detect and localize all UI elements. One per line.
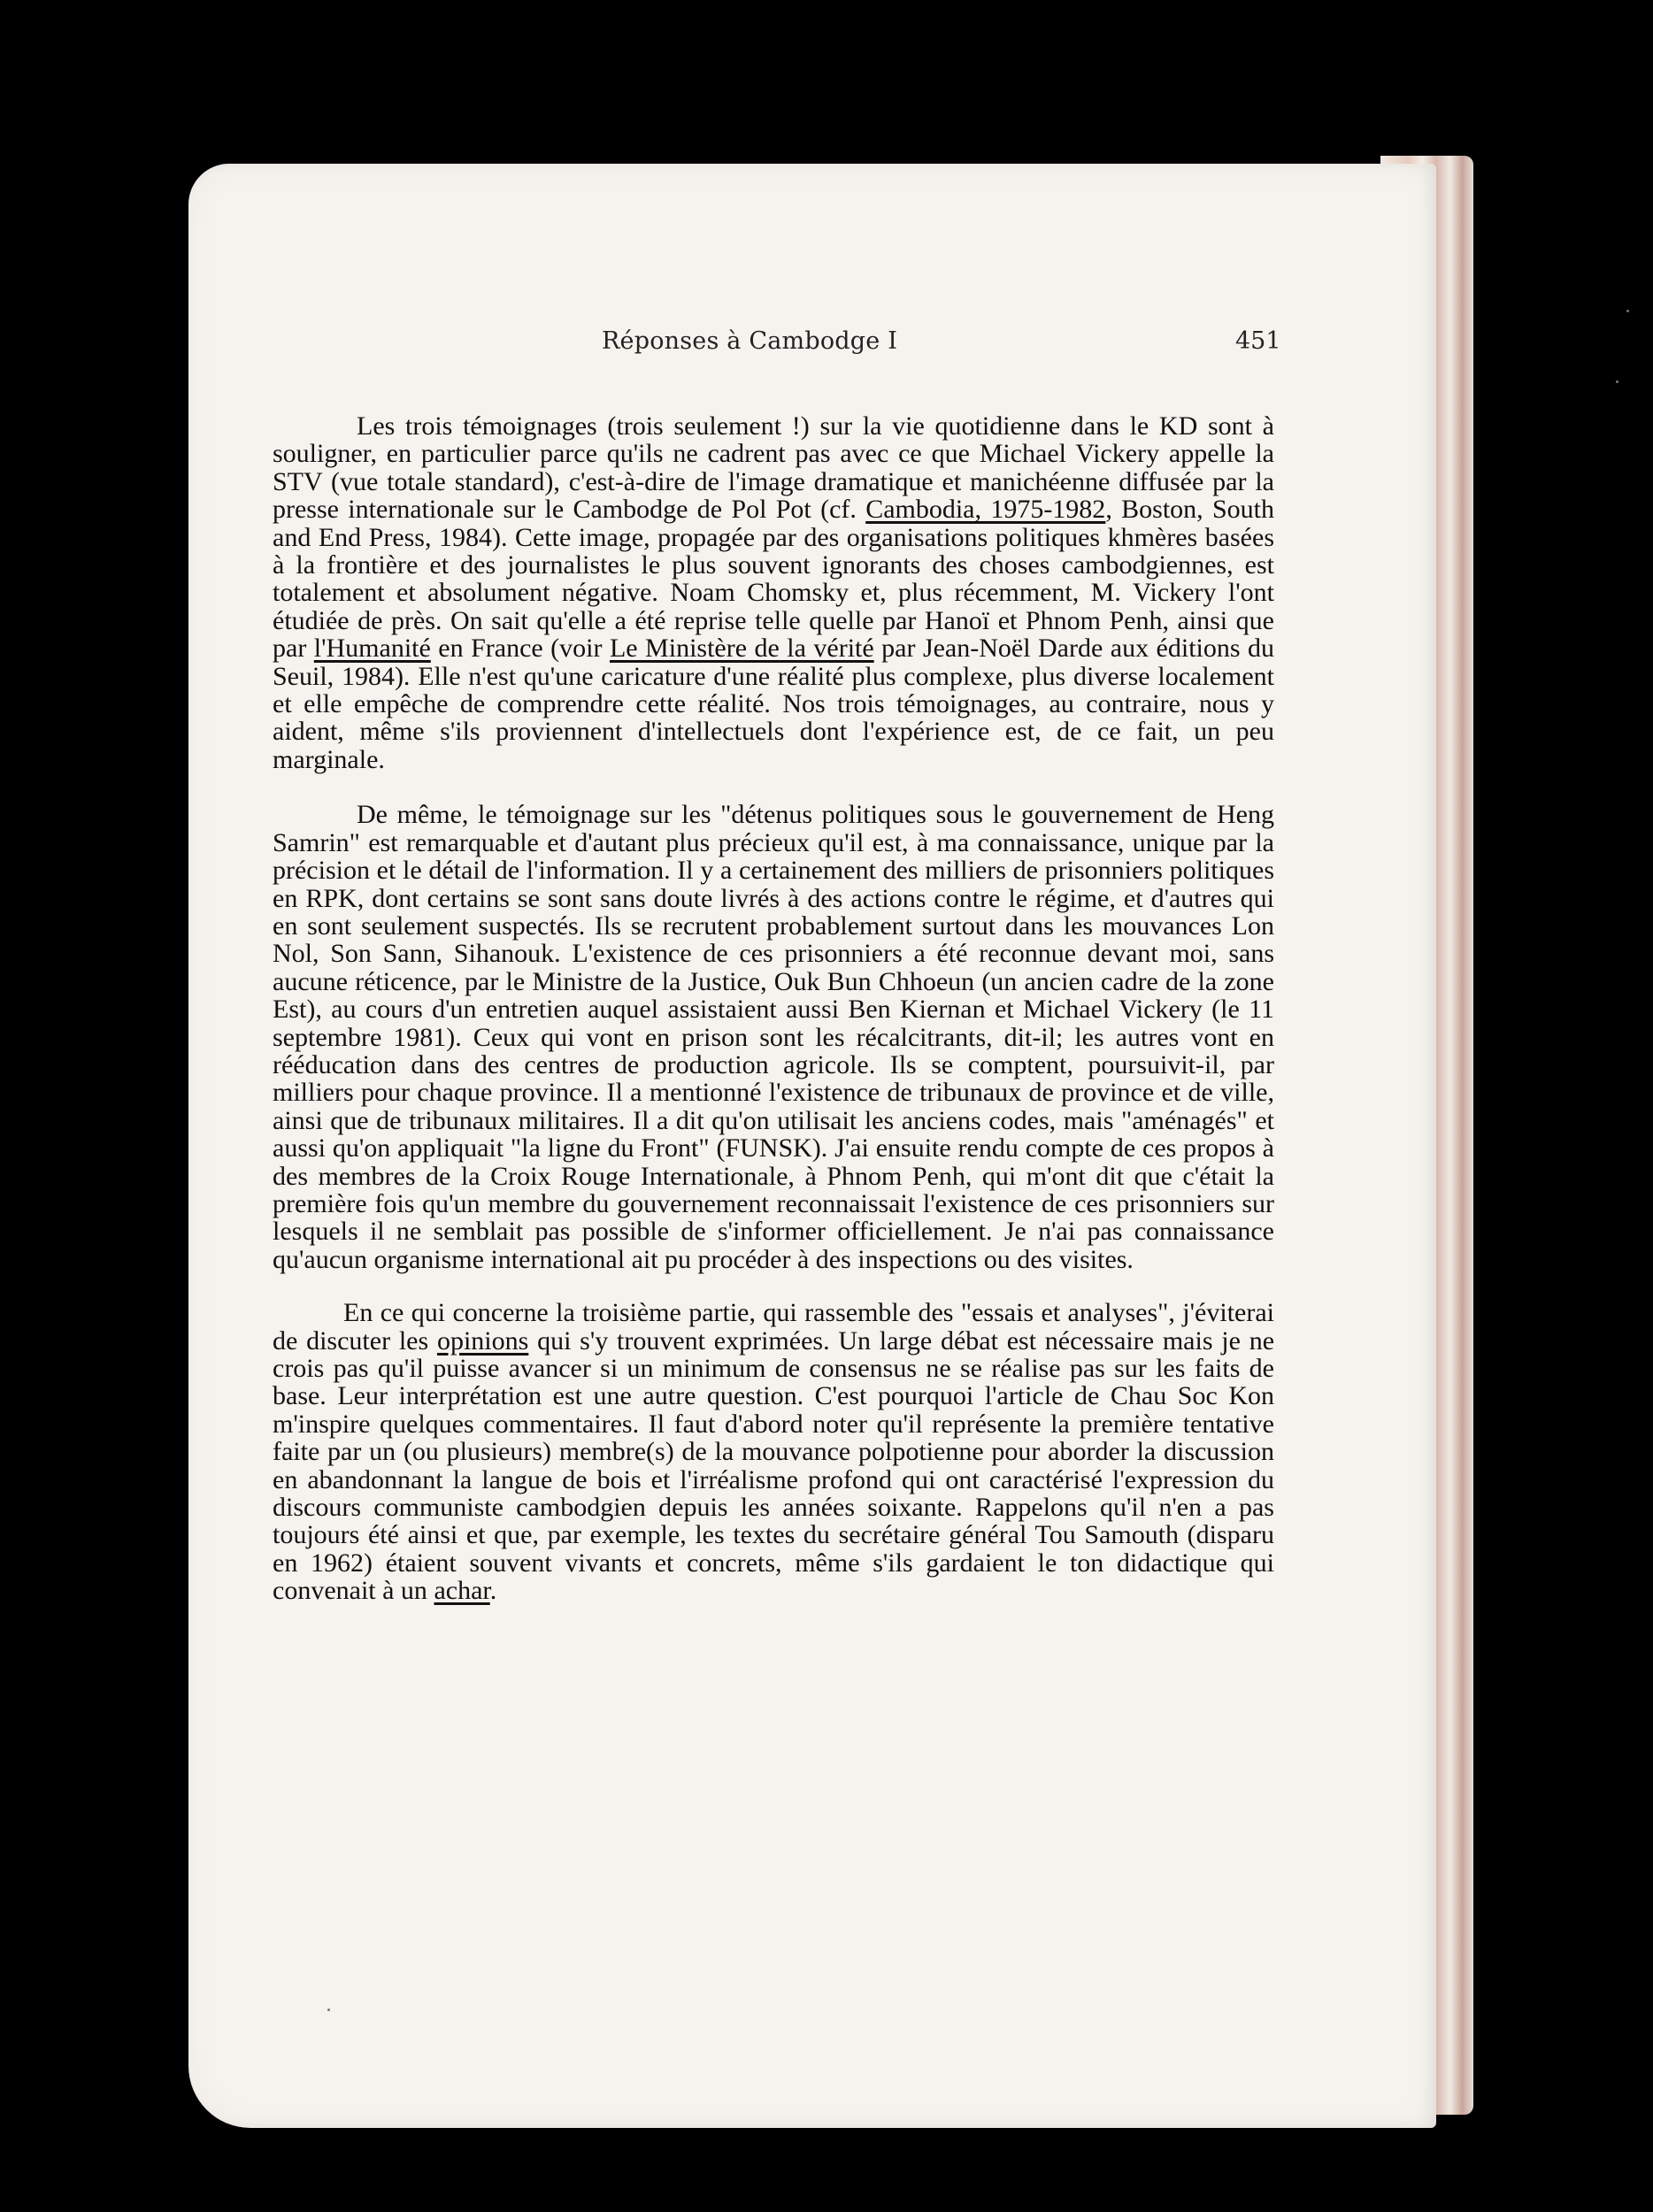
paragraph-1-text-b: , Boston, South and End Press, 1984). Cette image, propagée par des organisations politiques khmères basées à la frontière et des journalistes le plus souvent ignorants des choses cambodgiennes, est totalement et absolument négative. Noam Chomsky et, plus récemment, M. Vickery l'ont étudiée de près. On sait qu'elle a été reprise telle quelle par Hanoï et Phnom Penh, ainsi que par xyxy=(273,495,1274,664)
body-text xyxy=(273,412,1274,1605)
paragraph-3-text-a: En ce qui concerne la troisième partie, qui rassemble des "essais et analyses", j'éviterai de discuter les xyxy=(273,1298,1274,1356)
paragraph-1-text-d: par Jean-Noël Darde aux éditions du Seuil, 1984). Elle n'est qu'une caricature d'une réalité plus complexe, plus diverse localement et elle empêche de comprendre cette réalité. Nos trois témoignages, au contraire, nous y aident, même s'ils proviennent d'intellectuels dont l'expérience est, de ce fait, un peu marginale. xyxy=(273,634,1275,774)
page-title: Réponses à Cambodge I xyxy=(602,327,898,355)
emphasis-opinions: opinions xyxy=(436,1325,529,1356)
paragraph-1-text-c: en France (voir xyxy=(430,634,610,664)
paragraph-3 xyxy=(273,1299,1274,1604)
paragraph-1 xyxy=(273,412,1274,773)
scan-speck xyxy=(1616,380,1618,383)
paragraph-1-text-a: Les trois témoignages (trois seulement !) sur la vie quotidienne dans le KD sont à souligner, en particulier parce qu'ils ne cadrent pas avec ce que Michael Vickery appelle la STV (vue totale standard), c'est-à-dire de l'image dramatique et manichéenne diffusée par la presse internationale sur le Cambodge de Pol Pot (cf. xyxy=(273,411,1274,525)
paragraph-3-text-c: . xyxy=(489,1576,497,1606)
book-title-ministere: Le Ministère de la vérité xyxy=(609,634,874,664)
scan-speck xyxy=(327,2008,330,2011)
running-header xyxy=(0,327,1653,363)
book-title-cambodia: Cambodia, 1975-1982 xyxy=(865,495,1106,525)
emphasis-achar: achar xyxy=(434,1576,490,1606)
paragraph-2: De même, le témoignage sur les "détenus politiques sous le gouvernement de Heng Samrin" est remarquable et d'autant plus précieux qu'il est, à ma connaissance, unique par la précision et le détail de l'information. Il y a certainement des milliers de prisonniers politiques en RPK, dont certains se sont sans doute livrés à des actions contre le régime, et d'autres qui en sont seulement suspectés. Ils se recrutent probablement surtout dans les mouvances Lon Nol, Son Sann, Sihanouk. L'existence de ces prisonniers a été reconnue devant moi, sans aucune réticence, par le Ministre de la Justice, Ouk Bun Chhoeun (un ancien cadre de la zone Est), au cours d'un entretien auquel assistaient aussi Ben Kiernan et Michael Vickery (le 11 septembre 1981). Ceux qui vont en prison sont les récalcitrants, dit-il; les autres vont en rééducation dans des centres de production agricole. Ils se comptent, poursuivit-il, par milliers pour chaque province. Il a mentionné l'existence de tribunaux de province et de ville, ainsi que de tribunaux militaires. Il a dit qu'on utilisait les anciens codes, mais "aménagés" et aussi qu'on appliquait "la ligne du Front" (FUNSK). J'ai ensuite rendu compte de ces propos à des membres de la Croix Rouge Internationale, à Phnom Penh, qui m'ont dit que c'était la première fois qu'un membre du gouvernement reconnaissait l'existence de ces prisonniers sur lesquels il ne semblait pas possible de s'informer officiellement. Je n'ai pas connaissance qu'aucun organisme international ait pu procéder à des inspections ou des visites. xyxy=(273,800,1274,1274)
scan-speck xyxy=(1626,310,1629,312)
paragraph-3-text-b: qui s'y trouvent exprimées. Un large débat est nécessaire mais je ne crois pas qu'il puisse avancer si un minimum de consensus ne se réalise pas sur les faits de base. Leur interprétation est une autre question. C'est pourquoi l'article de Chau Soc Kon m'inspire quelques commentaires. Il faut d'abord noter qu'il représente la première tentative faite par un (ou plusieurs) membre(s) de la mouvance polpotienne pour aborder la discussion en abandonnant la langue de bois et l'irréalisme profond qui ont caractérisé l'expression du discours communiste cambodgien depuis les années soixante. Rappelons qu'il n'en a pas toujours été ainsi et que, par exemple, les textes du secrétaire général Tou Samouth (disparu en 1962) étaient souvent vivants et concrets, même s'ils gardaient le ton didactique qui convenait à un xyxy=(273,1325,1275,1606)
page-number: 451 xyxy=(1235,327,1281,355)
newspaper-title-humanite: l'Humanité xyxy=(313,634,431,664)
